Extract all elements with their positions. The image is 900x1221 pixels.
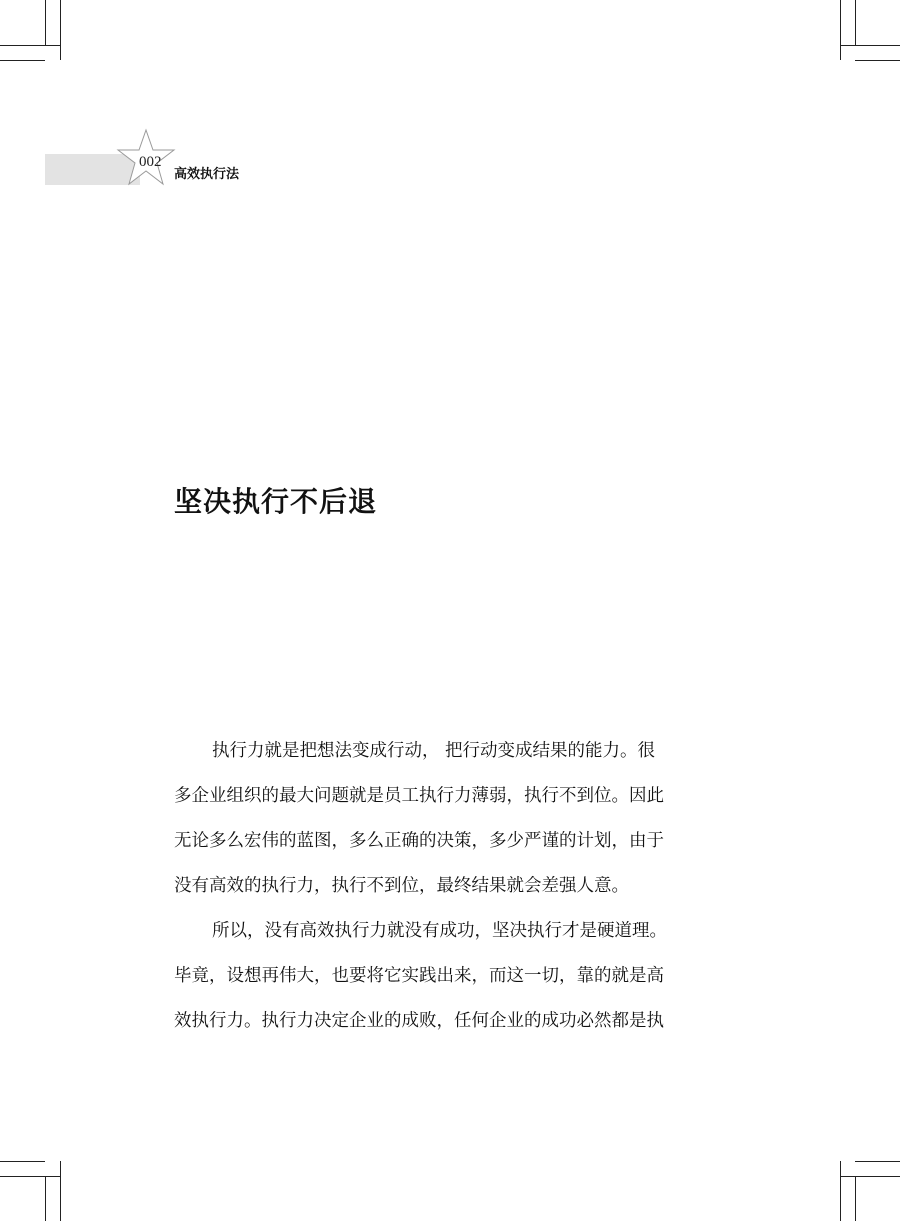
crop-mark-top-left-horizontal bbox=[0, 45, 60, 46]
crop-mark-bottom-right-horizontal-inner bbox=[855, 1161, 900, 1162]
crop-mark-top-left-horizontal-inner bbox=[0, 60, 45, 61]
crop-mark-bottom-right-vertical bbox=[840, 1161, 841, 1221]
text-line: 所以，没有高效执行力就没有成功，坚决执行才是硬道理。 bbox=[212, 921, 667, 941]
text-line: 毕竟，设想再伟大，也要将它实践出来，而这一切，靠的就是高 bbox=[174, 966, 664, 986]
text-line: 没有高效的执行力，执行不到位，最终结果就会差强人意。 bbox=[174, 876, 629, 896]
text-line: 效执行力。执行力决定企业的成败，任何企业的成功必然都是执 bbox=[174, 1011, 664, 1031]
crop-mark-bottom-right-vertical-inner bbox=[855, 1176, 856, 1221]
text-line: 多企业组织的最大问题就是员工执行力薄弱，执行不到位。因此 bbox=[174, 786, 664, 806]
paragraph bbox=[174, 729, 714, 909]
crop-mark-top-right-horizontal bbox=[840, 45, 900, 46]
paragraph bbox=[174, 909, 714, 1044]
crop-mark-top-right-vertical-inner bbox=[855, 0, 856, 45]
crop-mark-top-left-vertical-inner bbox=[45, 0, 46, 45]
body-text bbox=[174, 729, 714, 1044]
text-line: 无论多么宏伟的蓝图，多么正确的决策，多少严谨的计划，由于 bbox=[174, 831, 664, 851]
crop-mark-top-right-horizontal-inner bbox=[855, 60, 900, 61]
crop-mark-top-right-vertical bbox=[840, 0, 841, 60]
crop-mark-bottom-right-horizontal bbox=[840, 1176, 900, 1177]
running-title: 高效执行法 bbox=[174, 167, 240, 182]
crop-mark-top-left-vertical bbox=[60, 0, 61, 60]
crop-mark-bottom-left-vertical bbox=[60, 1161, 61, 1221]
crop-mark-bottom-left-horizontal-inner bbox=[0, 1161, 45, 1162]
crop-mark-bottom-left-horizontal bbox=[0, 1176, 60, 1177]
page-number: 002 bbox=[139, 154, 162, 170]
crop-mark-bottom-left-vertical-inner bbox=[45, 1176, 46, 1221]
chapter-title: 坚决执行不后退 bbox=[174, 485, 378, 518]
text-line: 执行力就是把想法变成行动， 把行动变成结果的能力。很 bbox=[212, 741, 656, 761]
